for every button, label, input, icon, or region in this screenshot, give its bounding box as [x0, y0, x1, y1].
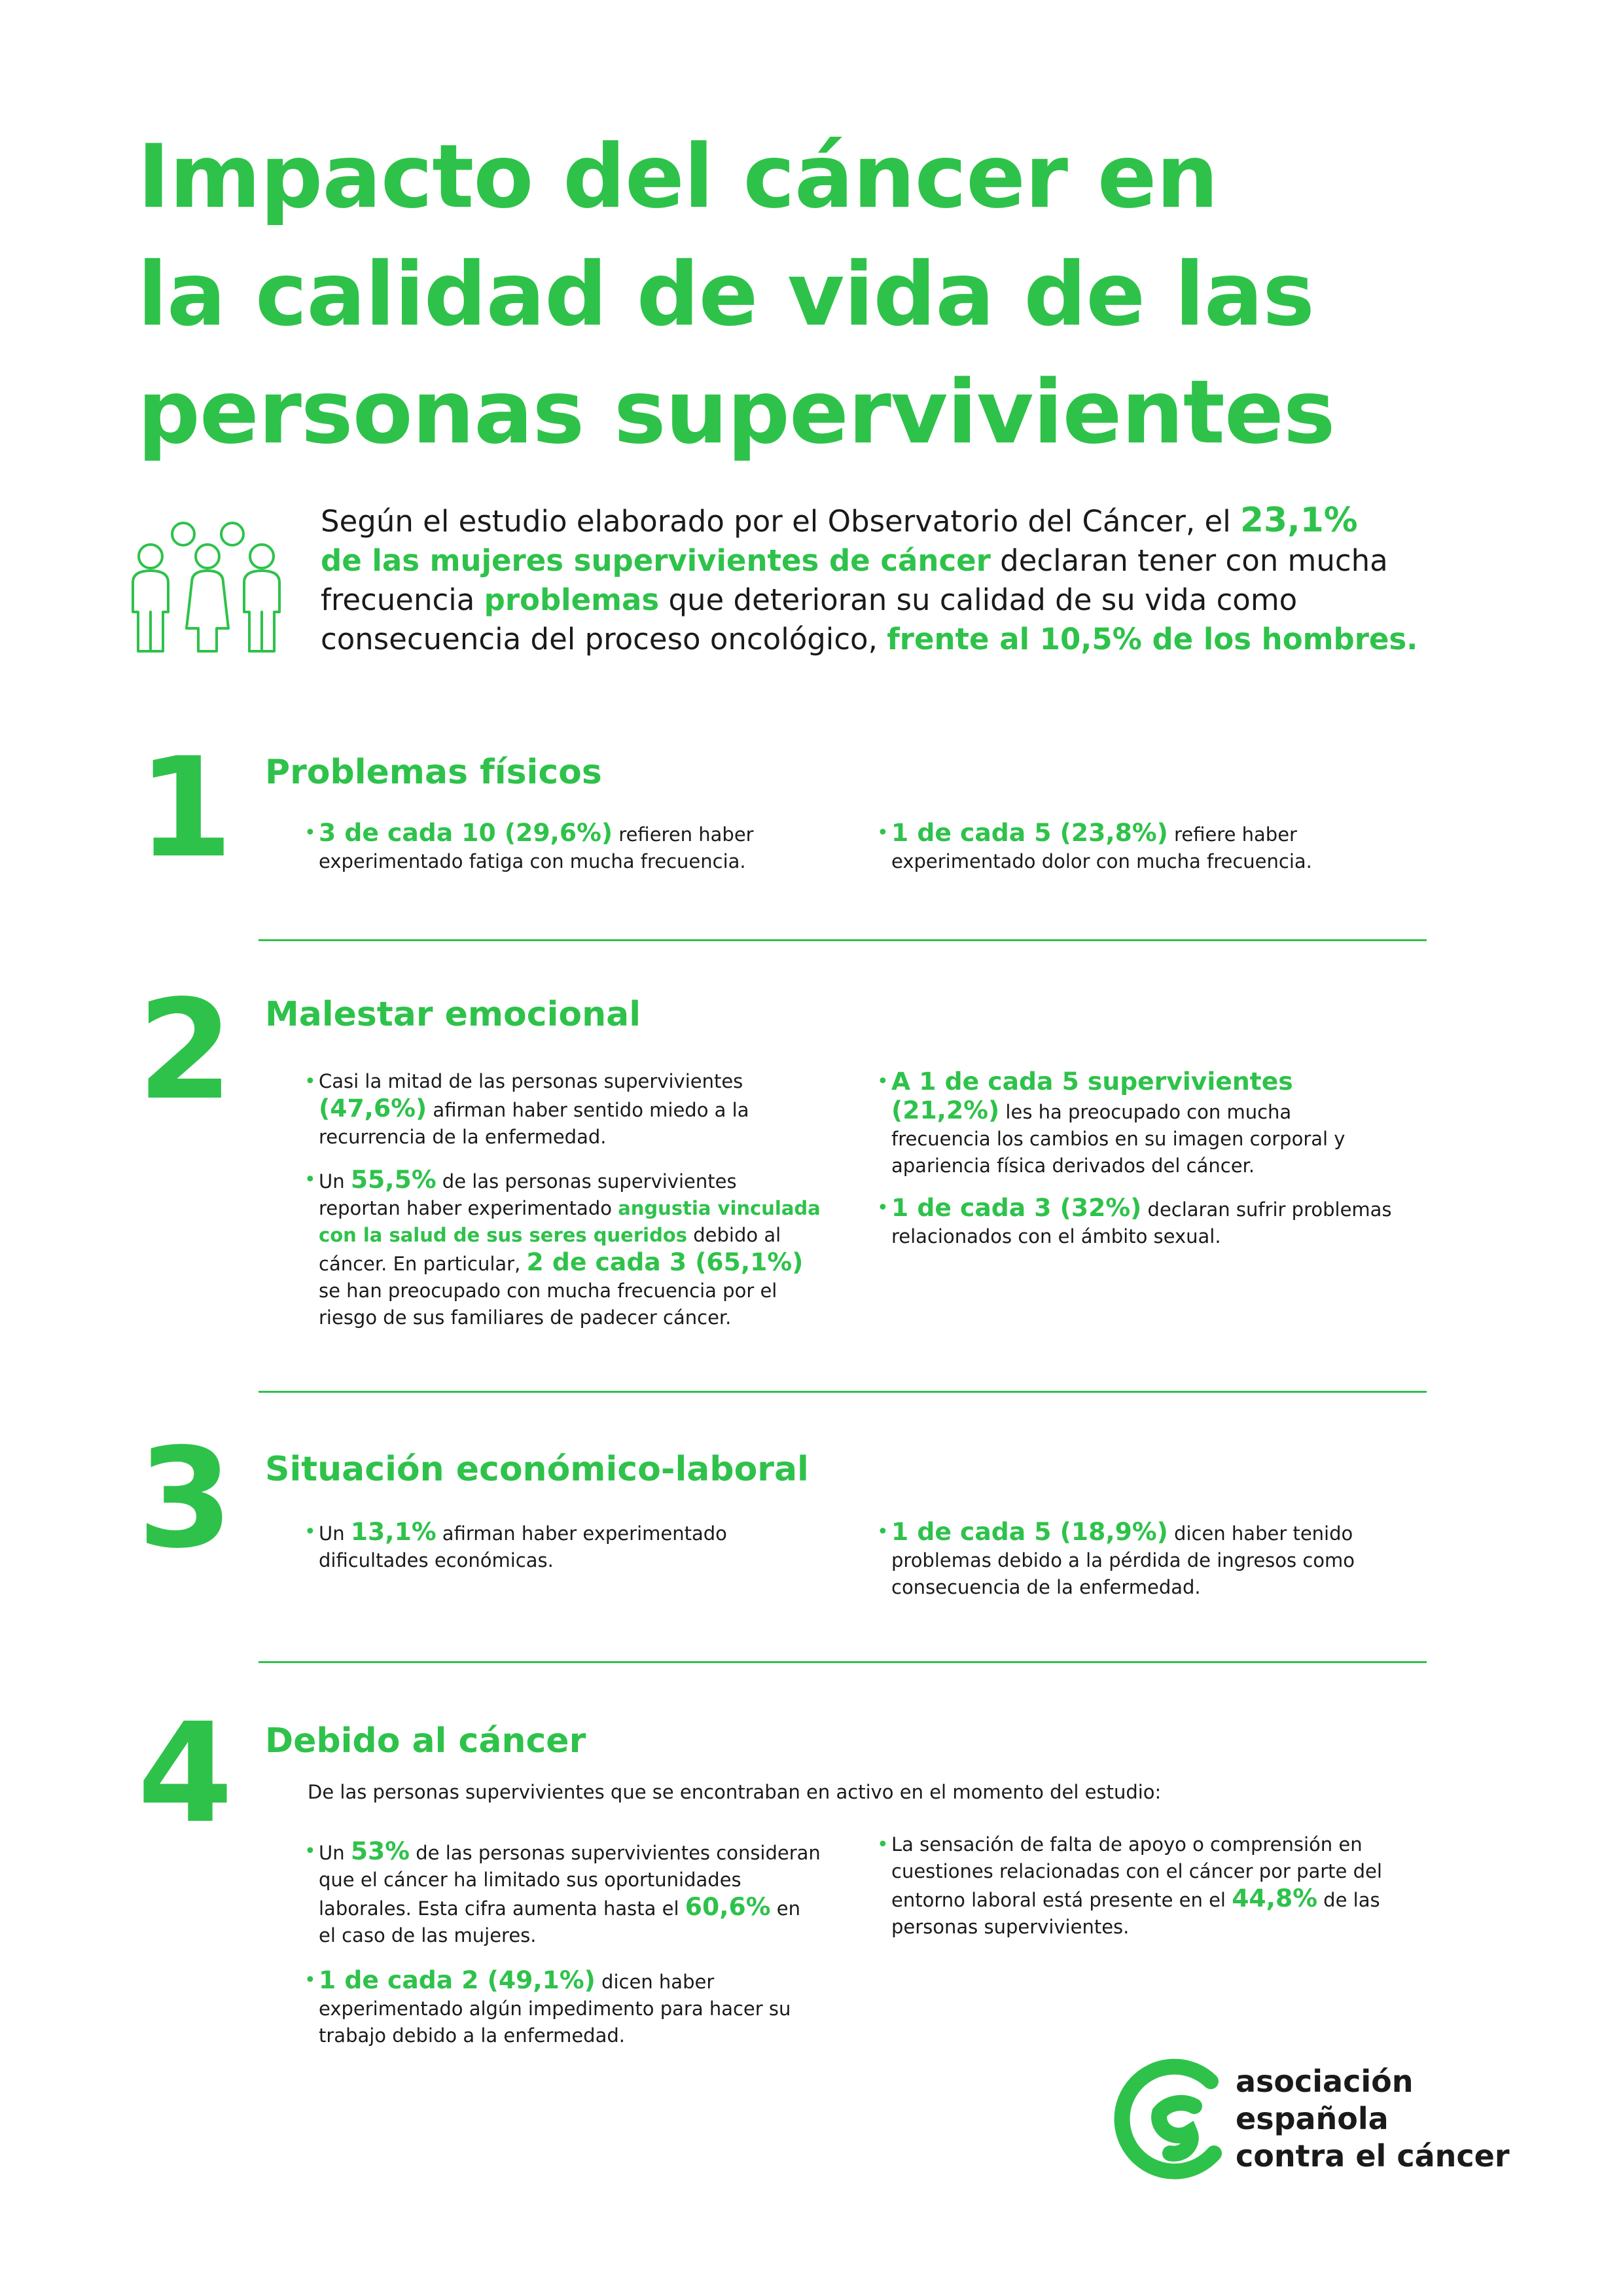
list-item: [304, 1518, 823, 1574]
item-text: Casi la mitad de las personas supervivientes: [319, 1070, 743, 1092]
item-text: de las personas supervivientes reportan haber experimentado: [319, 1170, 737, 1219]
list-item: [877, 1831, 1395, 1941]
logo-line-1: asociación: [1236, 2064, 1414, 2099]
people-group-icon: [128, 517, 288, 655]
item-text: se han preocupado con mucha frecuencia por el riesgo de sus familiares de padecer cáncer.: [319, 1280, 777, 1329]
logo-line-3: contra el cáncer: [1236, 2138, 1510, 2174]
item-text: les ha preocupado con mucha frecuencia los cambios en su imagen corporal y apariencia física derivados del cáncer.: [891, 1101, 1346, 1177]
section-divider: [259, 1391, 1427, 1393]
section-title-1: Problemas físicos: [265, 753, 602, 792]
section-number-4: 4: [137, 1693, 234, 1854]
list-item: [877, 819, 1395, 875]
item-text: debido al cáncer. En particular,: [319, 1224, 781, 1275]
section-number-1: 1: [137, 728, 234, 888]
list-item: [304, 1068, 823, 1151]
item-text: de las personas supervivientes consideran que el cáncer ha limitado sus oportunidades laborales. Esta cifra aumenta hasta el: [319, 1842, 821, 1920]
section-title-4: Debido al cáncer: [265, 1721, 586, 1761]
list-item: [304, 819, 823, 875]
section-number-2: 2: [137, 970, 234, 1130]
item-text: refieren haber experimentado fatiga con mucha frecuencia.: [319, 823, 754, 872]
item-text: Un: [319, 1842, 351, 1864]
list-item: [304, 1166, 823, 1331]
list-item: [877, 1518, 1395, 1601]
section-lead: De las personas supervivientes que se encontraban en activo en el momento del estudio:: [308, 1781, 1162, 1803]
aecc-logo-icon: [1106, 2055, 1237, 2186]
item-highlight: 44,8%: [1232, 1884, 1317, 1912]
section-title-3: Situación económico-laboral: [265, 1450, 809, 1489]
item-highlight: angustia vinculada con la salud de sus seres queridos: [319, 1197, 821, 1246]
section-divider: [259, 939, 1427, 941]
title-line-3: personas supervivientes: [137, 361, 1335, 463]
intro-highlight-women: de las mujeres supervivientes de cáncer: [321, 543, 991, 578]
intro-highlight-men: frente al 10,5% de los hombres.: [887, 622, 1418, 656]
item-highlight: 60,6%: [685, 1892, 771, 1921]
item-highlight: 55,5%: [350, 1165, 437, 1194]
intro-text-2: declaran tener con mucha frecuencia: [321, 543, 1388, 617]
intro-text-3: que deterioran su calidad de su vida como consecuencia del proceso oncológico,: [321, 583, 1298, 656]
list-item: [304, 1838, 823, 1949]
section-title-2: Malestar emocional: [265, 995, 641, 1034]
item-highlight: 13,1%: [350, 1517, 437, 1546]
page-title: [137, 118, 1512, 471]
intro-paragraph: [321, 501, 1472, 659]
item-highlight: 3 de cada 10 (29,6%): [319, 818, 613, 847]
title-line-1: Impacto del cáncer en: [137, 126, 1218, 228]
item-text: de las personas supervivientes.: [891, 1889, 1380, 1938]
item-highlight: 1 de cada 5 (18,9%): [891, 1517, 1168, 1546]
item-highlight: 1 de cada 2 (49,1%): [319, 1965, 596, 1994]
list-item: [304, 1967, 823, 2049]
item-highlight: 53%: [350, 1837, 410, 1865]
item-text: declaran sufrir problemas relacionados con el ámbito sexual.: [891, 1198, 1392, 1247]
logo-wordmark: [1236, 2063, 1510, 2175]
list-item: [877, 1068, 1395, 1179]
item-highlight: 1 de cada 3 (32%): [891, 1193, 1142, 1222]
list-item: [877, 1194, 1395, 1250]
item-text: dicen haber experimentado algún impedimento para hacer su trabajo debido a la enfermedad.: [319, 1971, 791, 2047]
item-text: en el caso de las mujeres.: [319, 1897, 800, 1946]
item-highlight: A 1 de cada 5 supervivientes (21,2%): [891, 1067, 1293, 1124]
section-divider: [259, 1661, 1427, 1663]
logo-line-2: española: [1236, 2101, 1389, 2136]
item-highlight: 2 de cada 3 (65,1%): [526, 1247, 804, 1276]
intro-highlight-problems: problemas: [484, 583, 660, 617]
intro-text-1: Según el estudio elaborado por el Observatorio del Cáncer, el: [321, 504, 1241, 539]
item-text: afirman haber experimentado dificultades económicas.: [319, 1522, 727, 1571]
item-text: La sensación de falta de apoyo o comprensión en cuestiones relacionadas con el cáncer por parte del entorno laboral está presente en el: [891, 1833, 1382, 1911]
item-text: dicen haber tenido problemas debido a la pérdida de ingresos como consecuencia de la enfermedad.: [891, 1522, 1355, 1598]
item-highlight: (47,6%): [319, 1094, 427, 1122]
item-text: Un: [319, 1522, 351, 1545]
section-number-3: 3: [137, 1418, 234, 1579]
intro-highlight-percent: 23,1%: [1240, 501, 1358, 540]
item-text: Un: [319, 1170, 351, 1193]
item-text: afirman haber sentido miedo a la recurrencia de la enfermedad.: [319, 1099, 749, 1148]
item-highlight: 1 de cada 5 (23,8%): [891, 818, 1168, 847]
item-text: refiere haber experimentado dolor con mucha frecuencia.: [891, 823, 1312, 872]
title-line-2: la calidad de vida de las: [137, 243, 1314, 346]
